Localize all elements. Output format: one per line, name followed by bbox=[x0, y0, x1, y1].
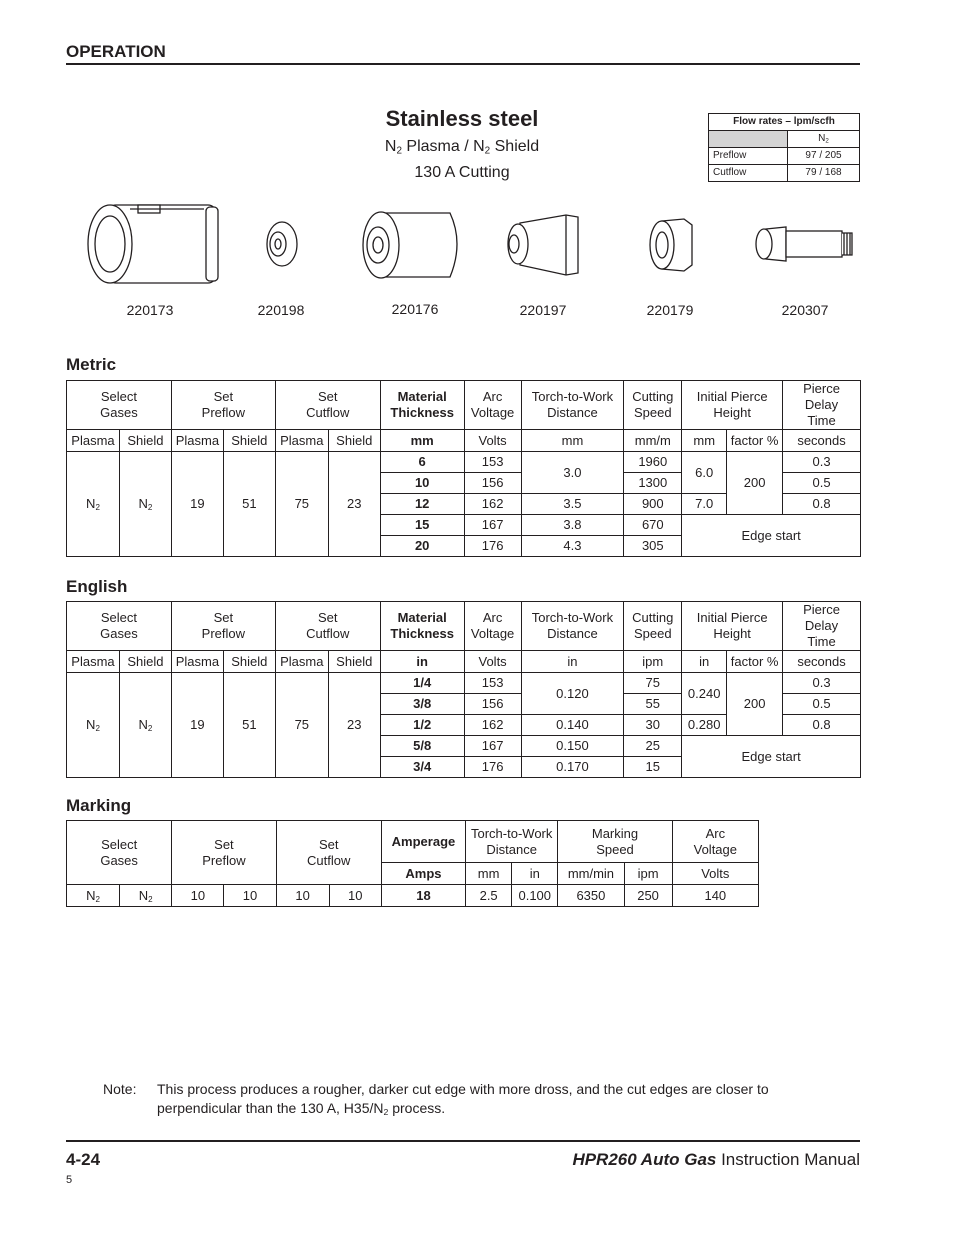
swirl-ring-illustration bbox=[650, 219, 692, 271]
units-row: Plasma Shield Plasma Shield Plasma Shield in Volts in ipm in factor % seconds bbox=[67, 651, 861, 673]
english-heading: English bbox=[66, 577, 128, 596]
torch-to-work-header: Torch-to-Work Distance bbox=[521, 381, 624, 430]
set-preflow-header: Set Preflow bbox=[171, 381, 275, 430]
material-thickness-header: Material Thickness bbox=[380, 381, 464, 430]
select-gases-header: Select Gases bbox=[67, 602, 172, 651]
part-number: 220197 bbox=[519, 302, 567, 318]
gas-subtitle: $N_2$ Plasma / $N_2$ Shield bbox=[384, 138, 540, 157]
table-row: 5/8 167 0.150 25 Edge start bbox=[67, 736, 861, 757]
metric-heading: Metric bbox=[66, 355, 117, 374]
cutting-speed-header: Cutting Speed bbox=[624, 602, 682, 651]
units-row: Amps mm in mm/min ipm Volts bbox=[67, 863, 759, 885]
set-cutflow-header: Set Cutflow bbox=[275, 602, 380, 651]
set-preflow-header: Set Preflow bbox=[172, 821, 276, 885]
part-number: 220173 bbox=[126, 302, 174, 318]
footer-rule bbox=[66, 1140, 860, 1142]
section-title: OPERATION bbox=[66, 42, 166, 61]
flow-gas: $N_2$ bbox=[788, 131, 860, 148]
flow-label: Cutflow bbox=[709, 165, 788, 182]
manual-title: HPR260 Auto Gas Instruction Manual bbox=[572, 1150, 860, 1169]
flow-value: 79 / 168 bbox=[788, 165, 860, 182]
part-number: 220179 bbox=[646, 302, 694, 318]
table-row: 10 156 1300 0.5 bbox=[67, 473, 861, 494]
revision-number: 5 bbox=[66, 1174, 73, 1186]
process-note bbox=[103, 1080, 823, 1118]
retaining-cap-illustration bbox=[363, 212, 457, 278]
arc-voltage-header: Arc Voltage bbox=[464, 602, 521, 651]
set-cutflow-header: Set Cutflow bbox=[275, 381, 380, 430]
table-row: 12 162 3.5 900 7.0 0.8 bbox=[67, 494, 861, 515]
english-table bbox=[66, 601, 861, 778]
note-text: This process produces a rougher, darker cut edge with more dross, and the cut edges are closer to perpendicular than the 130 A, $H35/N_2$ process. bbox=[157, 1081, 769, 1118]
table-row: $N_2$ $N_2$ 10 10 10 10 18 2.5 0.100 6350 250 140 bbox=[67, 885, 759, 907]
table-row: 1/2 162 0.140 30 0.280 0.8 bbox=[67, 715, 861, 736]
pierce-delay-header: Pierce Delay Time bbox=[783, 602, 861, 651]
electrode-illustration bbox=[756, 227, 852, 261]
marking-heading: Marking bbox=[66, 796, 132, 815]
initial-pierce-header: Initial Pierce Height bbox=[682, 381, 783, 430]
pierce-delay-header: Pierce Delay Time bbox=[783, 381, 861, 430]
initial-pierce-header: Initial Pierce Height bbox=[682, 602, 783, 651]
marking-speed-header: Marking Speed bbox=[558, 821, 672, 863]
material-thickness-header: Material Thickness bbox=[380, 602, 464, 651]
part-number: 220176 bbox=[391, 301, 439, 317]
flow-rates-title: Flow rates – lpm/scfh bbox=[709, 114, 860, 131]
note-label: Note: bbox=[103, 1081, 137, 1097]
page-number: 4-24 bbox=[66, 1150, 101, 1169]
process-subtitle: 130 A Cutting bbox=[414, 164, 510, 181]
table-row: 15 167 3.8 670 Edge start bbox=[67, 515, 861, 536]
arc-voltage-header: Arc Voltage bbox=[464, 381, 521, 430]
edge-start-cell: Edge start bbox=[682, 515, 861, 557]
torch-to-work-header: Torch-to-Work Distance bbox=[466, 821, 558, 863]
nozzle-illustration bbox=[508, 215, 578, 275]
flow-label: Preflow bbox=[709, 148, 788, 165]
part-number: 220198 bbox=[257, 302, 305, 318]
select-gases-header: Select Gases bbox=[67, 381, 172, 430]
set-cutflow-header: Set Cutflow bbox=[276, 821, 381, 885]
metric-table bbox=[66, 380, 861, 557]
table-row: 20 176 4.3 305 bbox=[67, 536, 861, 557]
select-gases-header: Select Gases bbox=[67, 821, 172, 885]
edge-start-cell: Edge start bbox=[682, 736, 861, 778]
flow-value: 97 / 205 bbox=[788, 148, 860, 165]
set-preflow-header: Set Preflow bbox=[171, 602, 275, 651]
header-rule bbox=[66, 63, 860, 65]
torch-to-work-header: Torch-to-Work Distance bbox=[521, 602, 624, 651]
amperage-header: Amperage bbox=[381, 821, 465, 863]
flow-rates-table bbox=[708, 113, 860, 182]
nozzle-tip-illustration bbox=[267, 222, 297, 266]
marking-table bbox=[66, 820, 759, 907]
units-row: Plasma Shield Plasma Shield Plasma Shield mm Volts mm mm/m mm factor % seconds bbox=[67, 430, 861, 452]
cutting-speed-header: Cutting Speed bbox=[624, 381, 682, 430]
part-number: 220307 bbox=[781, 302, 829, 318]
table-row: 3/8 156 55 0.5 bbox=[67, 694, 861, 715]
page-title: Stainless steel bbox=[385, 106, 539, 131]
consumable-parts-illustration bbox=[66, 195, 860, 295]
shield-part-illustration bbox=[88, 205, 218, 283]
table-row: $N_2$ $N_2$ 19 51 75 23 1/4 153 0.120 75 0.240 200 0.3 bbox=[67, 673, 861, 694]
table-row: 3/4 176 0.170 15 bbox=[67, 757, 861, 778]
arc-voltage-header: Arc Voltage bbox=[672, 821, 758, 863]
table-row: $N_2$ $N_2$ 19 51 75 23 6 153 3.0 1960 6.0 200 0.3 bbox=[67, 452, 861, 473]
